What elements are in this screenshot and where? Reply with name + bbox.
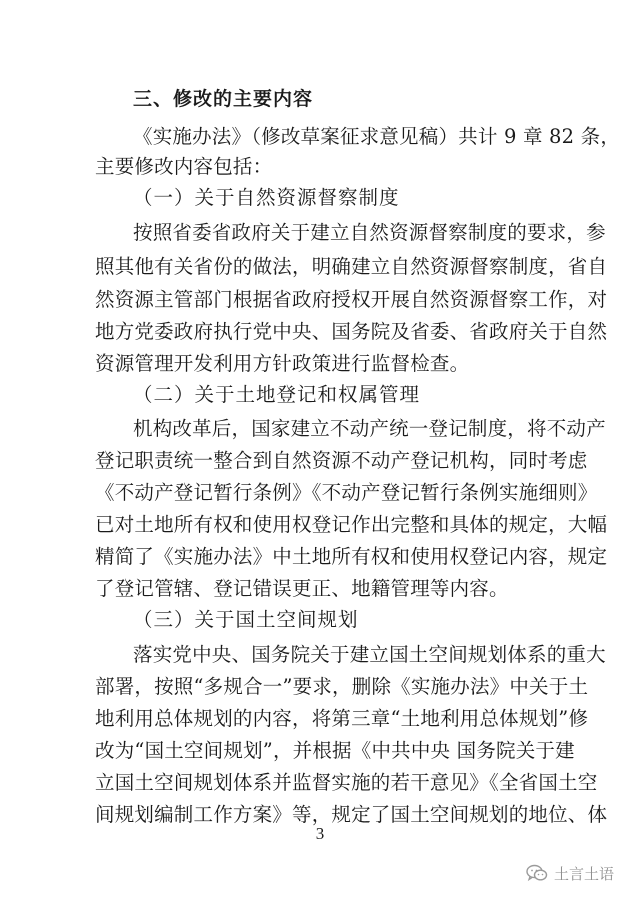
paragraph-line: 间规划编制工作方案》等，规定了国土空间规划的地位、体 [95,803,608,826]
paragraph-line: 地利用总体规划的内容，将第三章“土地利用总体规划”修 [95,707,589,730]
paragraph-line: 部署，按照“多规合一”要求，删除《实施办法》中关于土 [95,675,589,698]
paragraph-line: 《实施办法》（修改草案征求意见稿）共计 9 章 82 条， [133,125,621,148]
watermark-text: 土言土语 [553,864,614,883]
subsection-heading: （三）关于国土空间规划 [133,608,359,631]
paragraph-line: 地方党委政府执行党中央、国务院及省委、省政府关于自然 [95,320,608,343]
subsection-heading: （一）关于自然资源督察制度 [133,186,400,209]
paragraph-line: 立国土空间规划体系并监督实施的若干意见》《全省国土空 [95,771,598,794]
paragraph-line: 机构改革后，国家建立不动产统一登记制度，将不动产 [133,417,606,440]
wechat-icon [526,864,548,882]
paragraph-line: 资源管理开发利用方针政策进行监督检查。 [95,352,470,375]
section-heading: 三、修改的主要内容 [133,88,314,110]
paragraph-line: 改为“国土空间规划”，并根据《中共中央 国务院关于建 [95,739,575,762]
paragraph-line: 《不动产登记暂行条例》《不动产登记暂行条例实施细则》 [95,481,598,504]
paragraph-line: 照其他有关省份的做法，明确建立自然资源督察制度，省自 [95,255,608,278]
watermark [526,862,614,884]
paragraph-line: 然资源主管部门根据省政府授权开展自然资源督察工作，对 [95,288,608,311]
paragraph-line: 了登记管辖、登记错误更正、地籍管理等内容。 [95,577,509,600]
subsection-heading: （二）关于土地登记和权属管理 [133,383,421,406]
paragraph-line: 主要修改内容包括： [95,155,273,178]
paragraph-line: 已对土地所有权和使用权登记作出完整和具体的规定，大幅 [95,513,608,536]
paragraph-line: 登记职责统一整合到自然资源不动产登记机构，同时考虑 [95,449,588,472]
paragraph-line: 按照省委省政府关于建立自然资源督察制度的要求，参 [133,221,606,244]
paragraph-line: 落实党中央、国务院关于建立国土空间规划体系的重大 [133,643,606,666]
paragraph-line: 精简了《实施办法》中土地所有权和使用权登记内容，规定 [95,545,608,568]
page-number: 3 [315,824,325,843]
